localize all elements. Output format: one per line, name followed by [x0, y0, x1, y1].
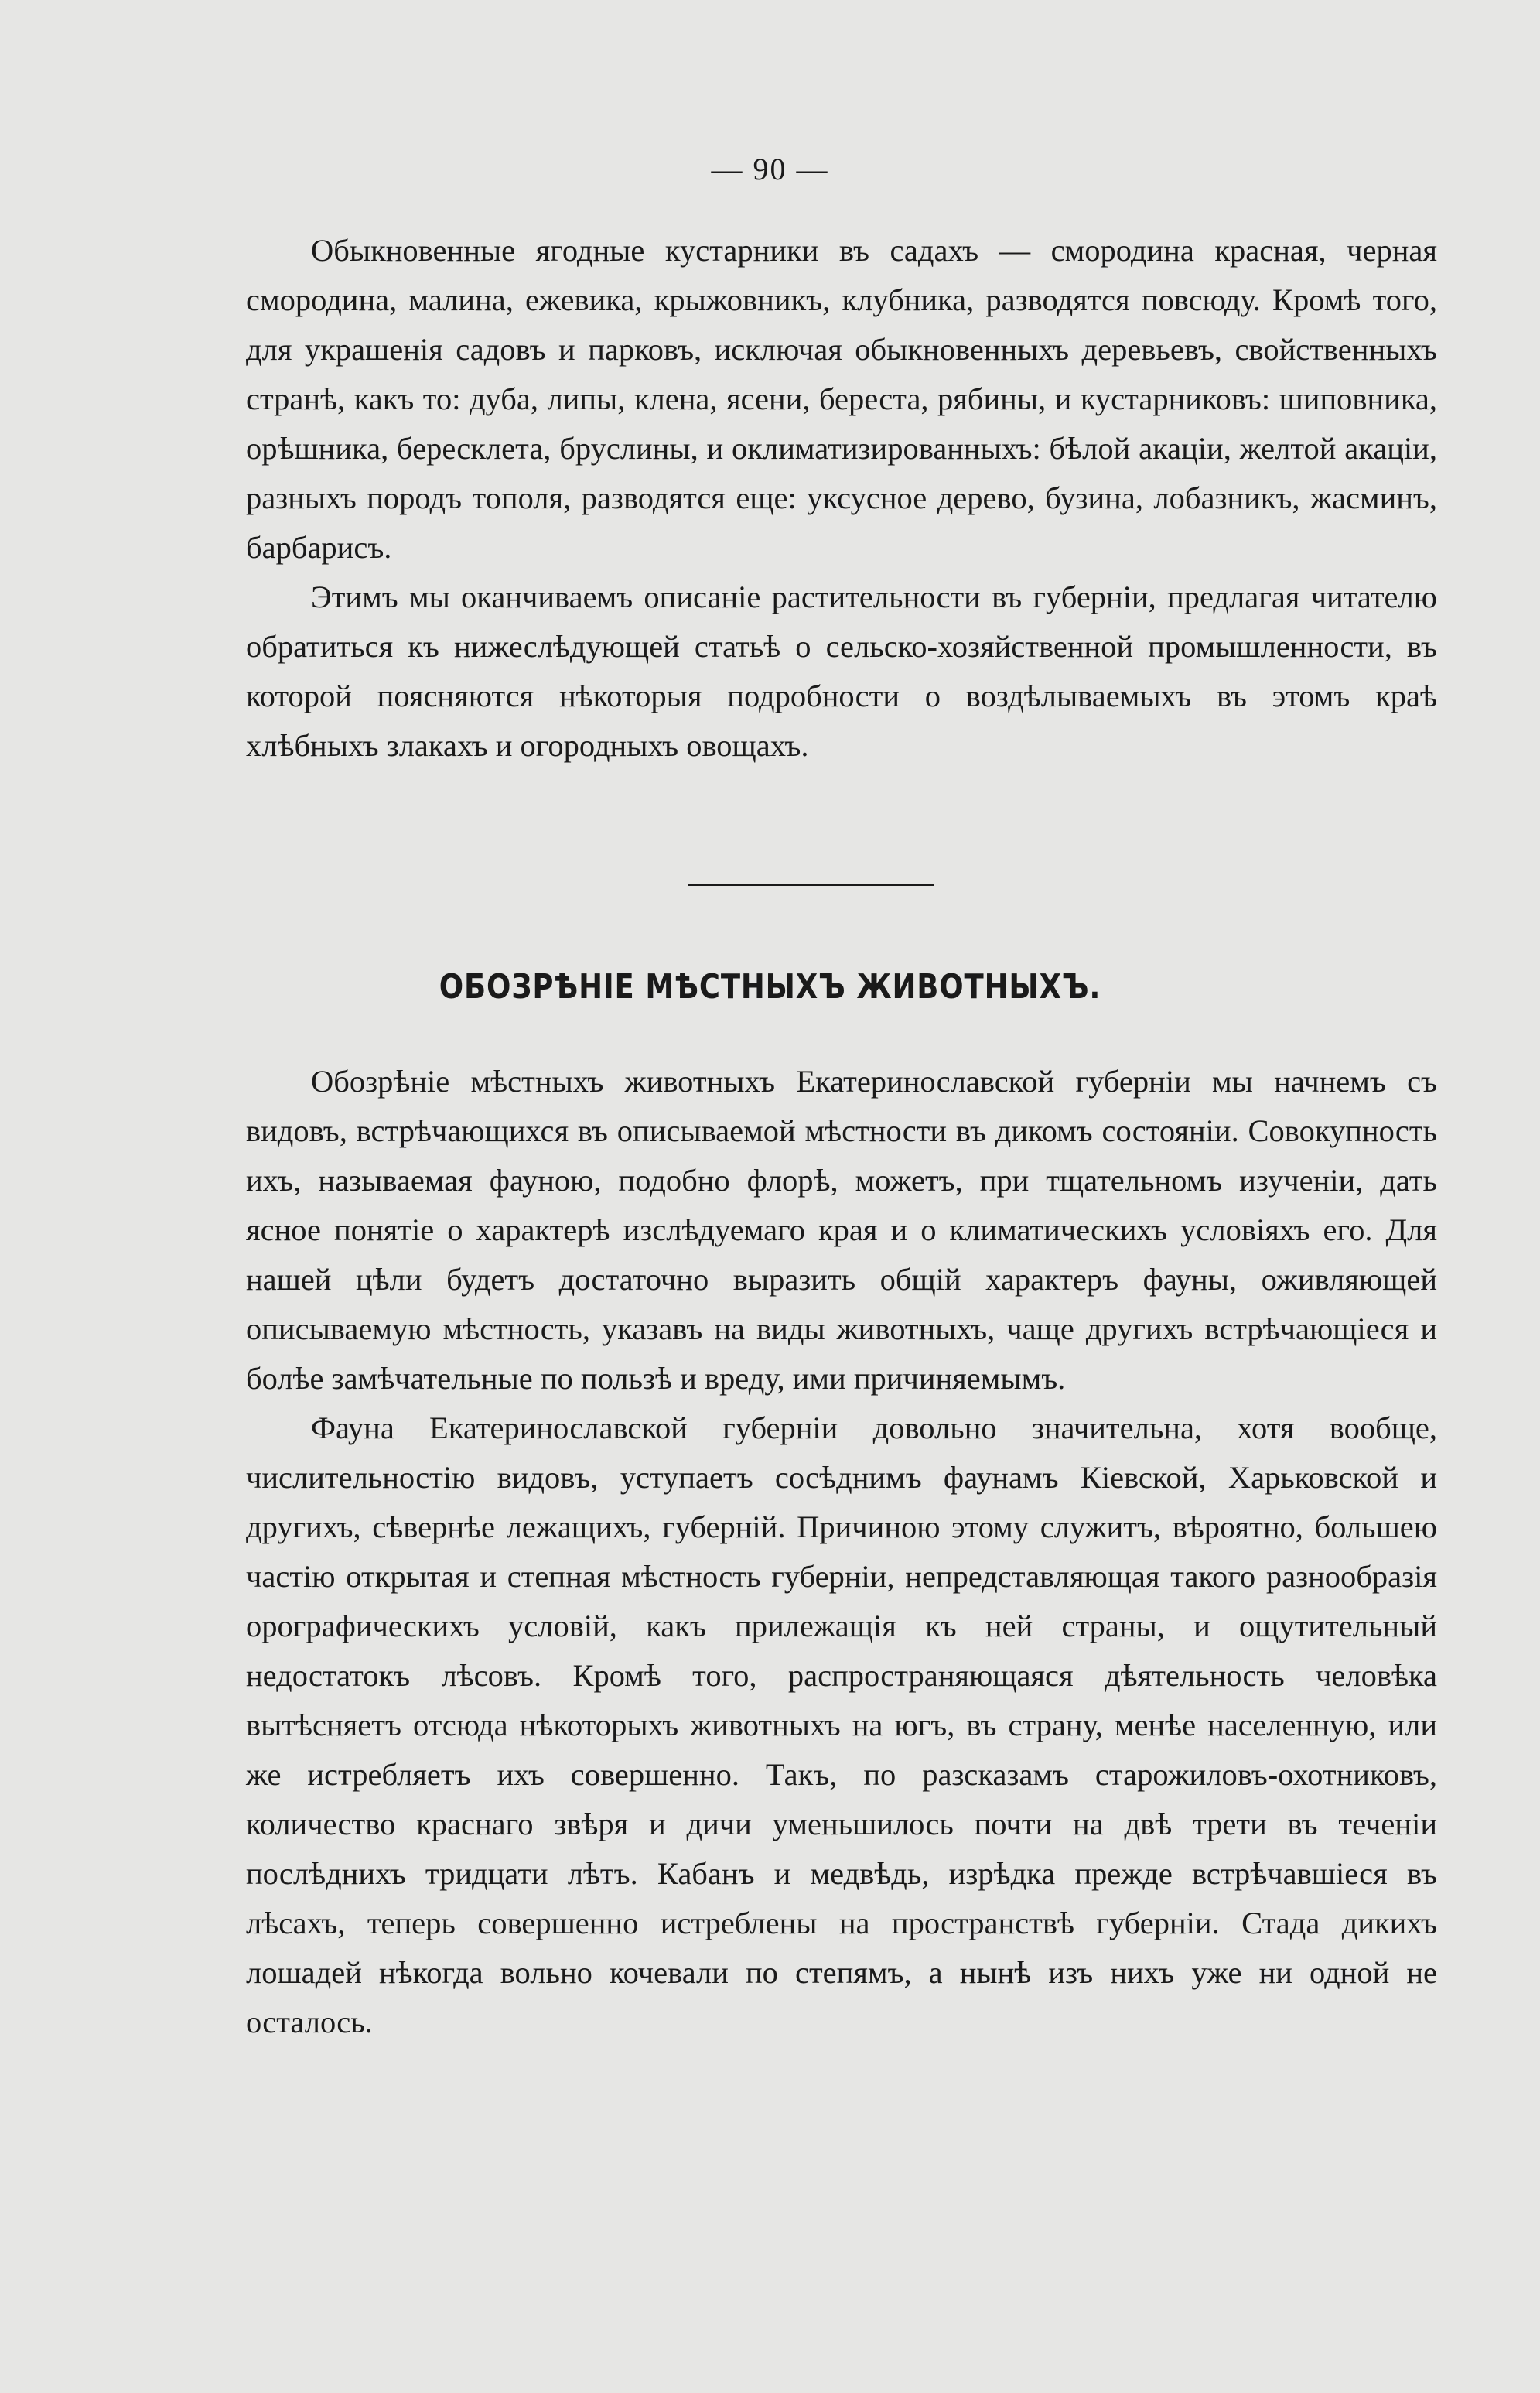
intro-text-block [246, 226, 1437, 771]
section-text-block [246, 1057, 1437, 2047]
paragraph-shrubs: Обыкновенные ягодные кустарники въ садахъ — смородина красная, черная смородина, малина, ежевика, крыжовникъ, клубника, разводятся повсюду. Кромѣ того, для украшенія садовъ и парковъ, исключая обыкновенныхъ деревьевъ, свойственныхъ странѣ, какъ то: дуба, липы, клена, ясени, береста, рябины, и кустарниковъ: шиповника, орѣшника, бересклета, бруслины, и оклиматизированныхъ: бѣлой акаціи, желтой акаціи, разныхъ породъ тополя, разводятся еще: уксусное дерево, бузина, лобазникъ, жасминъ, барбарисъ. [246, 233, 1437, 565]
paragraph-fauna-intro: Обозрѣніе мѣстныхъ животныхъ Екатеринославской губерніи мы начнемъ съ видовъ, встрѣчающихся въ описываемой мѣстности въ дикомъ состояніи. Совокупность ихъ, называемая фауною, подобно флорѣ, можетъ, при тщательномъ изученіи, дать ясное понятіе о характерѣ изслѣдуемаго края и о климатическихъ условіяхъ его. Для нашей цѣли будетъ достаточно выразить общій характеръ фауны, оживляющей описываемую мѣстность, указавъ на виды животныхъ, чаще другихъ встрѣчающіеся и болѣе замѣчательные по пользѣ и вреду, ими причиняемымъ. [246, 1064, 1437, 1396]
section-heading: ОБОЗРѢНІЕ МѢСТНЫХЪ ЖИВОТНЫХЪ. [439, 967, 1101, 1007]
section-divider [688, 884, 934, 886]
page-number: — 90 — [711, 152, 829, 186]
paragraph-fauna-description: Фауна Екатеринославской губерніи довольно значительна, хотя вообще, числительностію видовъ, уступаетъ сосѣднимъ фаунамъ Кіевской, Харьковской и другихъ, сѣвернѣе лежащихъ, губерній. Причиною этому служитъ, вѣроятно, большею частію открытая и степная мѣстность губерніи, непредставляющая такого разнообразія орографическихъ условій, какъ прилежащія къ ней страны, и ощутительный недостатокъ лѣсовъ. Кромѣ того, распространяющаяся дѣятельность человѣка вытѣсняетъ отсюда нѣкоторыхъ животныхъ на югъ, въ страну, менѣе населенную, или же истребляетъ ихъ совершенно. Такъ, по разсказамъ старожиловъ-охотниковъ, количество краснаго звѣря и дичи уменьшилось почти на двѣ трети въ теченіи послѣднихъ тридцати лѣтъ. Кабанъ и медвѣдь, изрѣдка прежде встрѣчавшіеся въ лѣсахъ, теперь совершенно истреблены на пространствѣ губерніи. Стада дикихъ лошадей нѣкогда вольно кочевали по степямъ, а нынѣ изъ нихъ уже ни одной не осталось. [246, 1410, 1437, 2039]
paragraph-vegetation-conclusion: Этимъ мы оканчиваемъ описаніе растительности въ губерніи, предлагая читателю обратиться къ нижеслѣдующей статьѣ о сельско-хозяйственной промышленности, въ которой поясняются нѣкоторыя подробности о воздѣлываемыхъ въ этомъ краѣ хлѣбныхъ злакахъ и огородныхъ овощахъ. [246, 579, 1437, 763]
